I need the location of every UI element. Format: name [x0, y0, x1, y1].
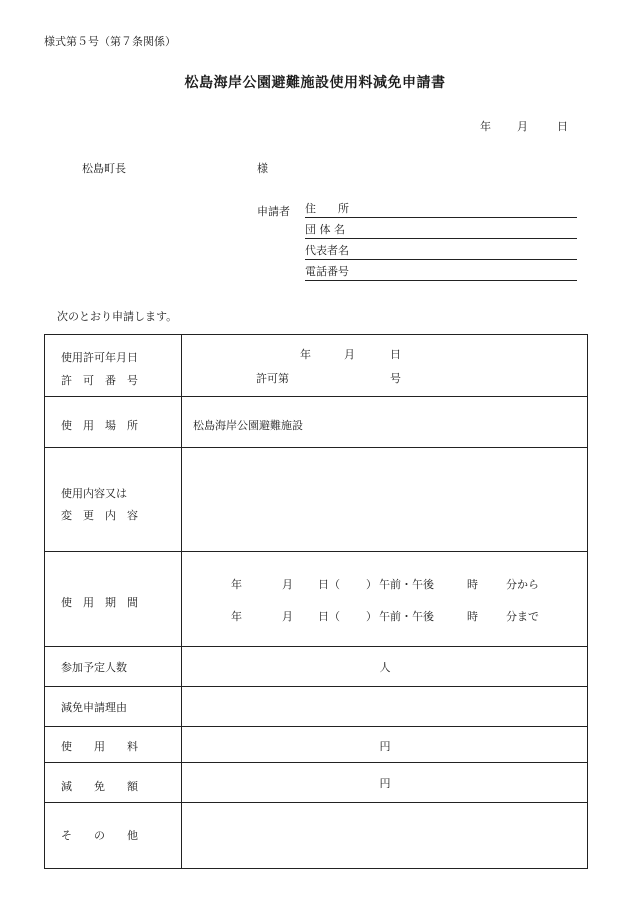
honorific: 様 [257, 162, 268, 175]
group-name-label: 団 体 名 [305, 223, 345, 236]
participants-label: 参加予定人数 [61, 661, 127, 674]
representative-label: 代表者名 [305, 244, 349, 257]
period-to-month: 月 [282, 610, 293, 623]
application-table [44, 334, 588, 869]
form-code: 様式第５号（第７条関係） [44, 35, 176, 48]
addressee: 松島町長 [82, 162, 126, 175]
place-value: 松島海岸公園避難施設 [193, 419, 303, 432]
period-from-ampm: 午前・午後 [379, 578, 434, 591]
applicant-label: 申請者 [257, 205, 290, 218]
period-from-minute: 分から [506, 578, 539, 591]
period-to-close: ） [366, 610, 377, 623]
period-from-day: 日（ [318, 578, 340, 591]
phone-field[interactable] [305, 262, 577, 281]
phone-label: 電話番号 [305, 265, 349, 278]
row-divider [45, 802, 587, 803]
intro-text: 次のとおり申請します。 [57, 310, 178, 323]
fee-label: 使 用 料 [61, 740, 138, 753]
permit-number-prefix: 許可第 [256, 372, 289, 385]
period-from-close: ） [366, 578, 377, 591]
date-year-label: 年 [480, 120, 491, 133]
reason-label: 減免申請理由 [61, 701, 127, 714]
period-from-month: 月 [282, 578, 293, 591]
row-divider [45, 686, 587, 687]
period-to-hour: 時 [467, 610, 478, 623]
exemption-unit: 円 [379, 777, 391, 790]
row-divider [45, 726, 587, 727]
period-from-hour: 時 [467, 578, 478, 591]
date-day-label: 日 [557, 120, 568, 133]
row-divider [45, 762, 587, 763]
row-divider [45, 396, 587, 397]
content-label-line2: 変 更 内 容 [61, 509, 138, 522]
other-label: そ の 他 [61, 829, 138, 842]
address-field[interactable] [305, 199, 577, 218]
period-label: 使 用 期 間 [61, 596, 138, 609]
row-divider [45, 551, 587, 552]
address-label: 住 所 [305, 202, 349, 215]
period-to-day: 日（ [318, 610, 340, 623]
date-month-label: 月 [517, 120, 528, 133]
row-divider [45, 447, 587, 448]
period-to-ampm: 午前・午後 [379, 610, 434, 623]
permit-number-label: 許 可 番 号 [61, 374, 138, 387]
participants-unit: 人 [379, 661, 391, 674]
fee-unit: 円 [379, 740, 391, 753]
period-to-year: 年 [231, 610, 242, 623]
place-label: 使 用 場 所 [61, 419, 138, 432]
content-label-line1: 使用内容又は [61, 487, 127, 500]
permit-year-label: 年 [300, 348, 311, 361]
permit-day-label: 日 [390, 348, 401, 361]
permit-date-label: 使用許可年月日 [61, 351, 138, 364]
period-to-minute: 分まで [506, 610, 539, 623]
row-divider [45, 646, 587, 647]
permit-number-suffix: 号 [390, 372, 401, 385]
exemption-label: 減 免 額 [61, 780, 138, 793]
period-from-year: 年 [231, 578, 242, 591]
page-title: 松島海岸公園避難施設使用料減免申請書 [184, 75, 446, 91]
permit-month-label: 月 [344, 348, 355, 361]
representative-field[interactable] [305, 241, 577, 260]
group-name-field[interactable] [305, 220, 577, 239]
